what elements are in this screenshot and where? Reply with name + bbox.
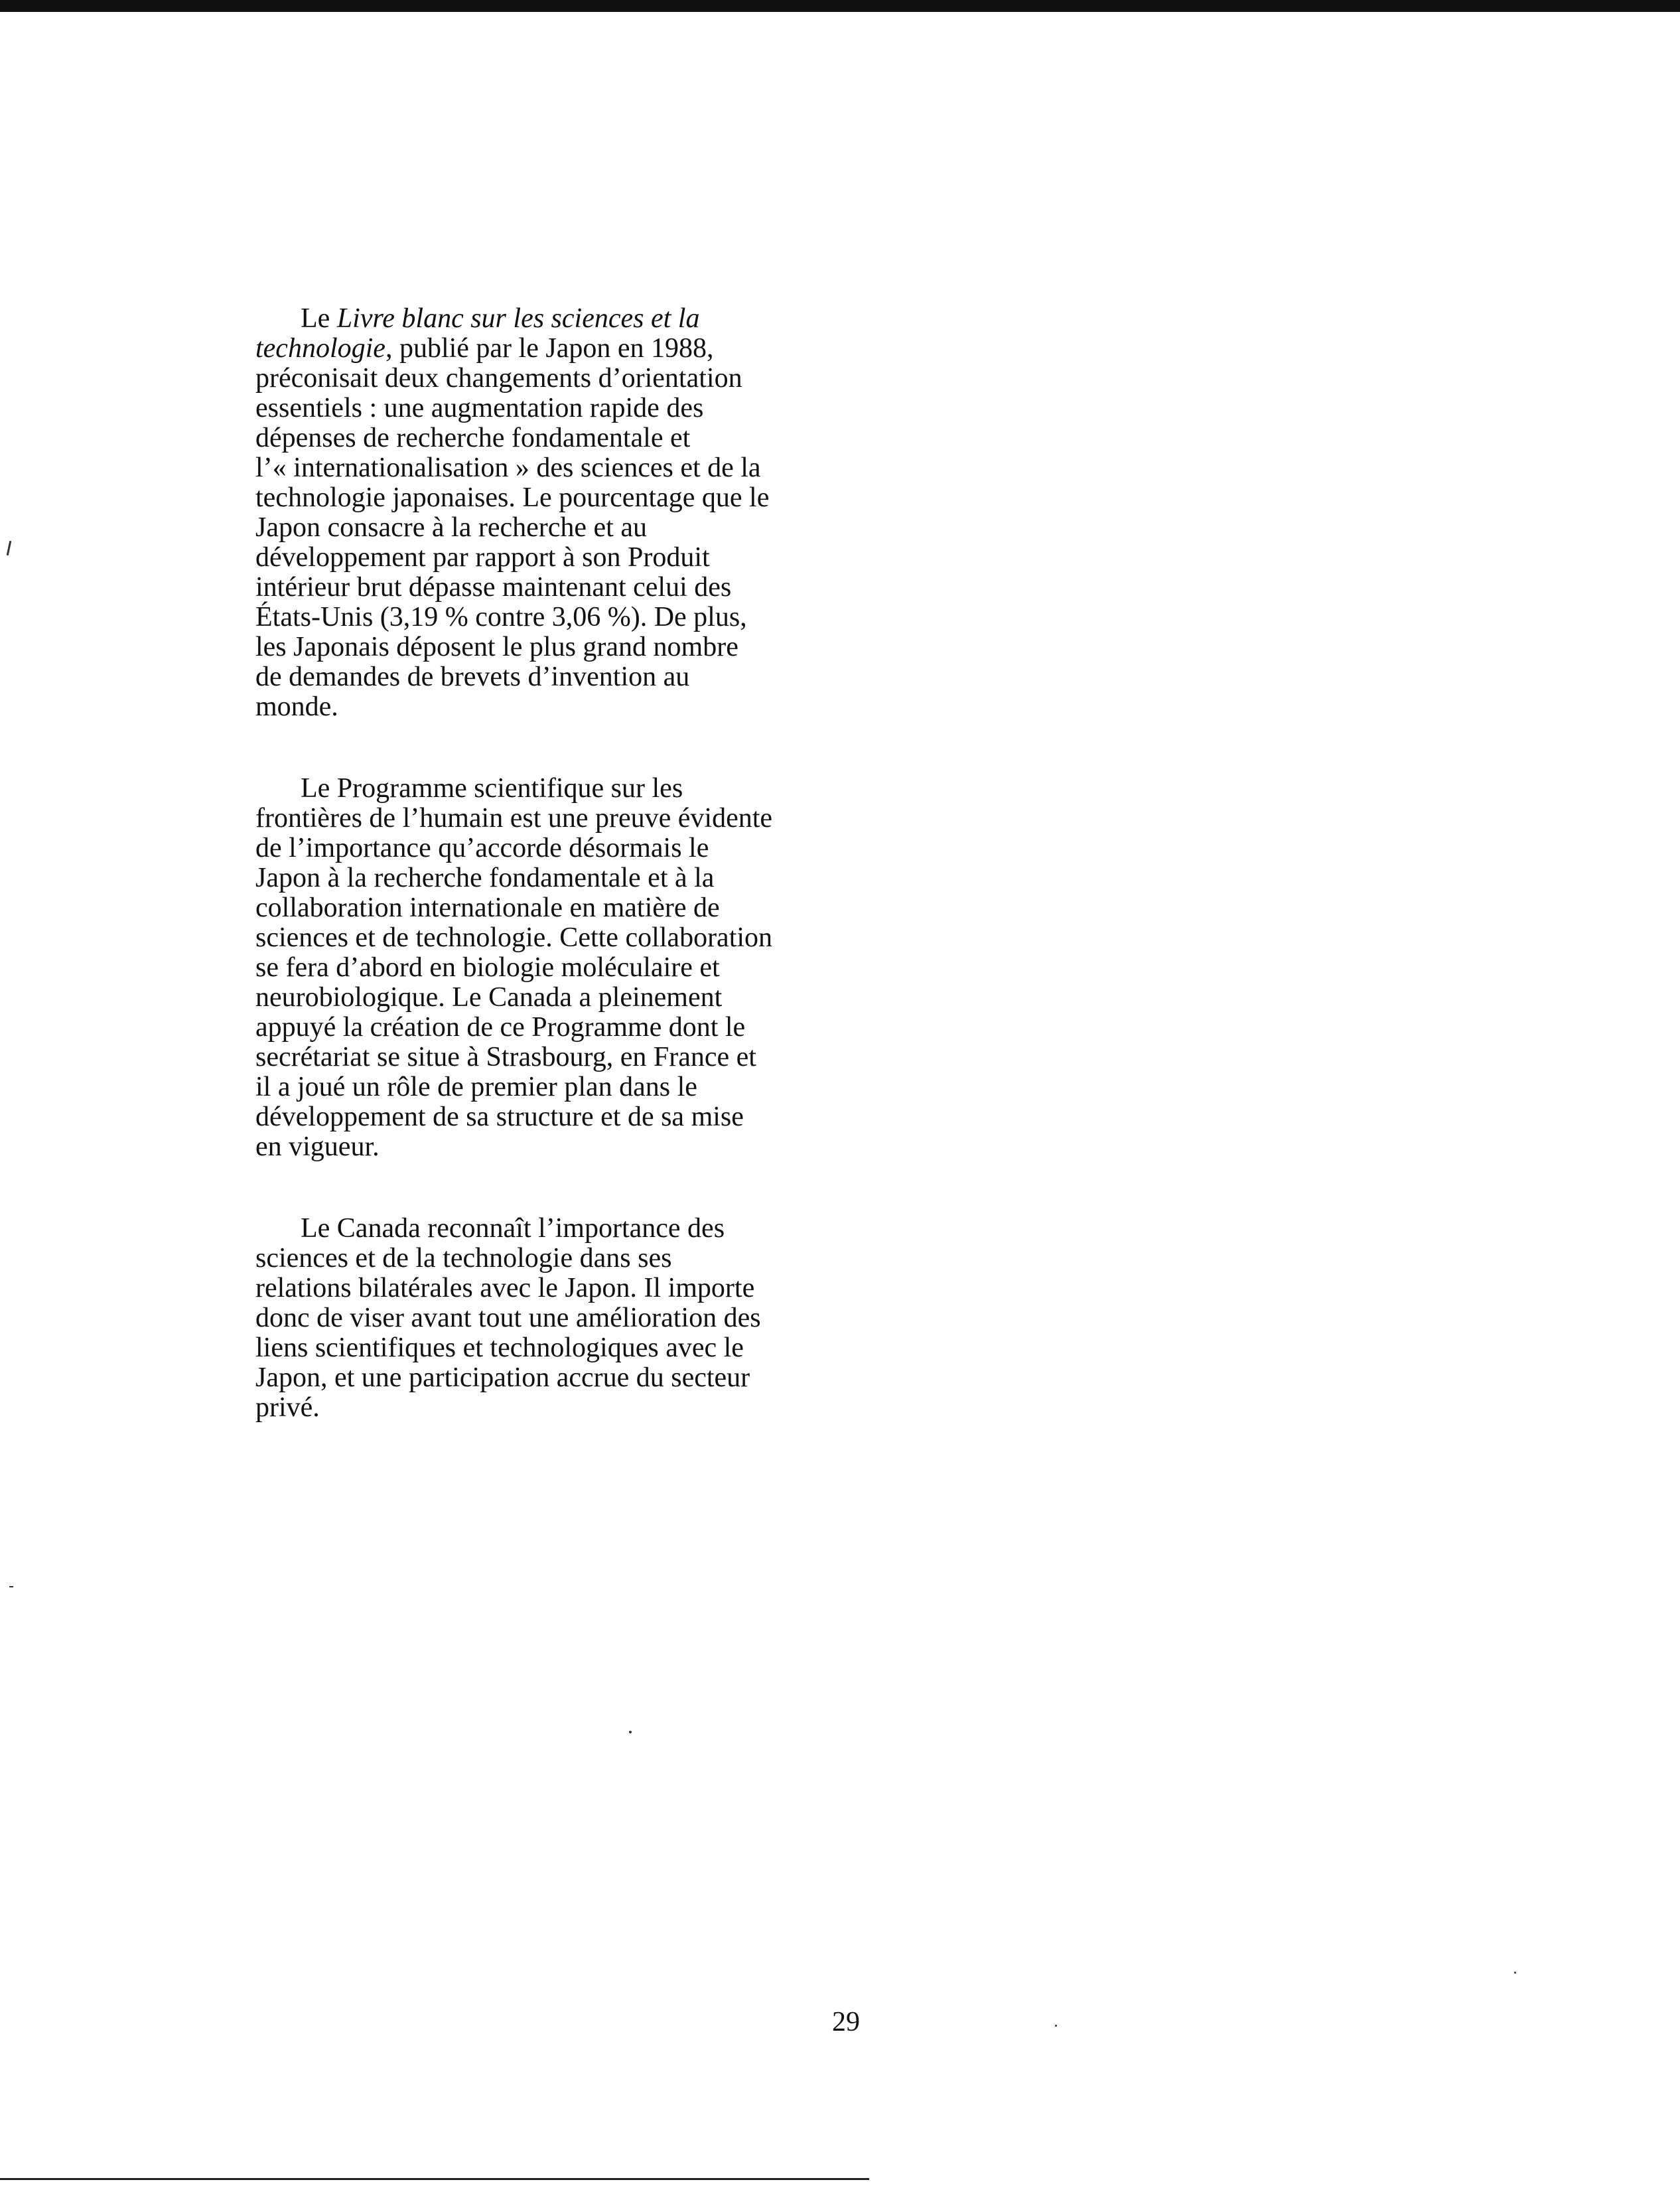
text-line: Le Canada reconnaît l’importance des bbox=[301, 1213, 725, 1244]
text-line: développement par rapport à son Produit bbox=[255, 542, 710, 573]
text-line: relations bilatérales avec le Japon. Il importe bbox=[255, 1273, 755, 1303]
text-line: Japon à la recherche fondamentale et à la bbox=[255, 863, 715, 893]
text-line: collaboration internationale en matière de bbox=[255, 893, 720, 923]
paragraph-3 bbox=[255, 1214, 816, 1423]
publication-title: technologie bbox=[255, 333, 385, 364]
scan-top-border bbox=[0, 0, 1680, 12]
text-line: Japon consacre à la recherche et au bbox=[255, 512, 647, 543]
text-line: il a joué un rôle de premier plan dans le bbox=[255, 1072, 697, 1102]
text-line: neurobiologique. Le Canada a pleinement bbox=[255, 982, 723, 1013]
text-line: Le Programme scientifique sur les bbox=[301, 773, 683, 804]
text-line: Le Livre blanc sur les sciences et la bbox=[301, 303, 700, 334]
text-line: monde. bbox=[255, 692, 338, 722]
text-line: l’« internationalisation » des sciences et de la bbox=[255, 453, 761, 483]
text-line: technologie, publié par le Japon en 1988, bbox=[255, 333, 714, 364]
text-line: privé. bbox=[255, 1392, 320, 1423]
scan-speck bbox=[7, 541, 12, 555]
text-line: dépenses de recherche fondamentale et bbox=[255, 423, 691, 453]
publication-title: Livre blanc sur les sciences et la bbox=[336, 303, 700, 334]
text-line: intérieur brut dépasse maintenant celui des bbox=[255, 572, 732, 603]
text-line: développement de sa structure et de sa mise bbox=[255, 1102, 744, 1132]
text-line: de l’importance qu’accorde désormais le bbox=[255, 833, 709, 863]
paragraph-spacer bbox=[255, 1162, 816, 1214]
paragraph-2 bbox=[255, 774, 816, 1162]
scan-speck bbox=[1514, 1972, 1516, 1974]
text-line: Japon, et une participation accrue du secteur bbox=[255, 1362, 750, 1393]
text-line: États-Unis (3,19 % contre 3,06 %). De plus, bbox=[255, 602, 747, 632]
scan-speck bbox=[9, 1586, 13, 1587]
text-line: essentiels : une augmentation rapide des bbox=[255, 393, 704, 423]
text-line: de demandes de brevets d’invention au bbox=[255, 662, 690, 692]
text-line: secrétariat se situe à Strasbourg, en France et bbox=[255, 1042, 756, 1072]
text-line: en vigueur. bbox=[255, 1131, 380, 1162]
page-number: 29 bbox=[832, 2007, 860, 2037]
text-line: technologie japonaises. Le pourcentage que le bbox=[255, 482, 770, 513]
paragraph-spacer bbox=[255, 722, 816, 774]
text-line: sciences et de technologie. Cette collaboration bbox=[255, 922, 773, 953]
text-line: sciences et de la technologie dans ses bbox=[255, 1243, 672, 1274]
text-line: les Japonais déposent le plus grand nombre bbox=[255, 632, 738, 662]
text-line: liens scientifiques et technologiques avec le bbox=[255, 1333, 744, 1363]
body-text bbox=[255, 304, 816, 1423]
scan-speck bbox=[1055, 2025, 1057, 2027]
text-line: préconisait deux changements d’orientation bbox=[255, 363, 742, 394]
text-line: frontières de l’humain est une preuve évidente bbox=[255, 803, 773, 834]
text-line: appuyé la création de ce Programme dont le bbox=[255, 1012, 746, 1043]
paragraph-1 bbox=[255, 304, 816, 722]
text-line: se fera d’abord en biologie moléculaire et bbox=[255, 952, 720, 983]
text-line: donc de viser avant tout une amélioration des bbox=[255, 1303, 761, 1333]
scan-bottom-border bbox=[0, 2178, 869, 2180]
scan-speck bbox=[629, 1731, 632, 1733]
